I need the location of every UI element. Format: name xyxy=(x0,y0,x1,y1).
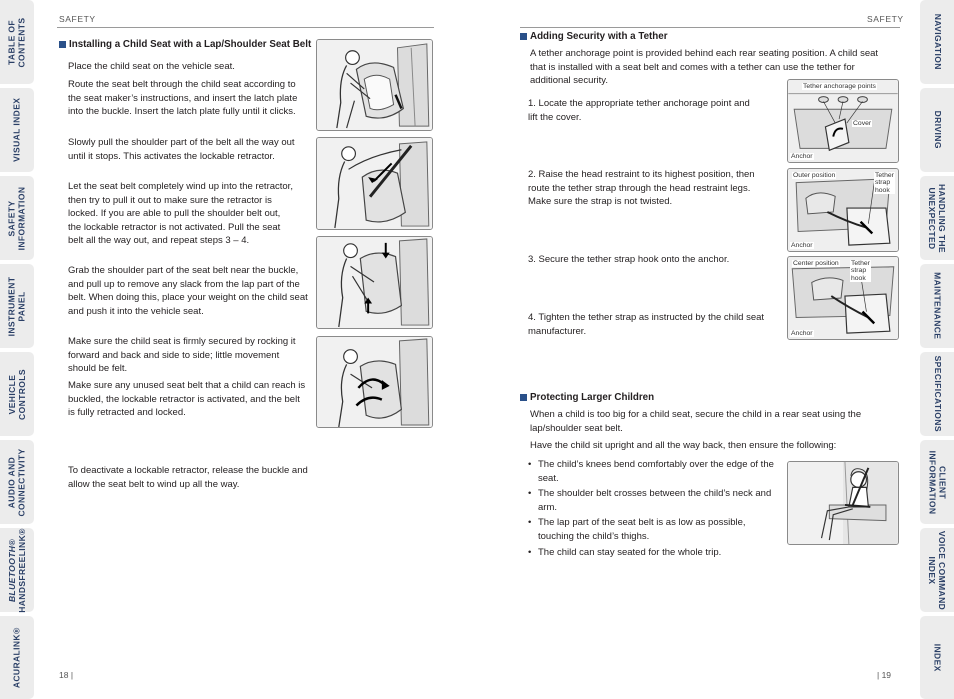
tab-handling-the-unexpected[interactable] xyxy=(920,176,954,260)
section-title-larger-children: Protecting Larger Children xyxy=(520,392,654,403)
larger-children-paragraph: When a child is too big for a child seat, secure the child in a rear seat using the lap/shoulder seat belt. xyxy=(530,409,862,434)
list-item: • The child’s knees bend comfortably over the edge of the seat. xyxy=(528,458,776,485)
tab-label: INDEX xyxy=(932,643,943,672)
tab-specifications[interactable] xyxy=(920,352,954,436)
section-marker xyxy=(520,33,527,40)
figure-pull-shoulder-belt xyxy=(316,137,433,230)
tab-acuralink[interactable] xyxy=(0,616,34,699)
tab-table-of-contents[interactable] xyxy=(0,0,34,84)
larger-children-paragraph: Have the child sit upright and all the way back, then ensure the following: xyxy=(530,440,837,451)
step-paragraph: Slowly pull the shoulder part of the belt all the way out until it stops. This activates the lockable retractor. xyxy=(68,137,295,162)
tab-maintenance[interactable] xyxy=(920,264,954,348)
running-head-right: SAFETY xyxy=(867,14,904,24)
tab-client-information[interactable] xyxy=(920,440,954,524)
tether-step: 2. Raise the head restraint to its highest position, then route the tether strap through the head restraint legs. Make sure the strap is not twisted. xyxy=(528,169,755,208)
section-title-installing: Installing a Child Seat with a Lap/Shoulder Seat Belt xyxy=(59,39,311,50)
tab-vehicle-controls[interactable] xyxy=(0,352,34,436)
checklist xyxy=(528,458,776,561)
tab-label: INSTRUMENT PANEL xyxy=(6,276,27,336)
header-rule-left xyxy=(57,27,434,28)
tab-navigation[interactable] xyxy=(920,0,954,84)
label-tether-strap-hook: Tether strap hook xyxy=(875,172,894,194)
label-cover: Cover xyxy=(853,120,872,127)
page-number-left: 18 | xyxy=(59,670,74,680)
tab-label: AUDIO AND CONNECTIVITY xyxy=(6,447,26,517)
tab-audio-and-connectivity[interactable] xyxy=(0,440,34,524)
step-paragraph: Make sure the child seat is firmly secured by rocking it forward and back and side to side; little movement should be felt. xyxy=(68,336,296,375)
deactivate-note: To deactivate a lockable retractor, release the buckle and allow the seat belt to wind up all the way. xyxy=(68,465,308,490)
tether-step: 3. Secure the tether strap hook onto the anchor. xyxy=(528,254,730,265)
step-paragraph: Route the seat belt through the child seat according to the seat maker’s instructions, and insert the latch plate into the buckle. Insert the latch plate fully until it clicks. xyxy=(68,79,298,118)
figure-center-position xyxy=(787,256,899,340)
tab-label: CLIENT INFORMATION xyxy=(928,450,948,514)
tether-step: 1. Locate the appropriate tether anchorage point and lift the cover. xyxy=(528,98,750,123)
tab-label: NAVIGATION xyxy=(932,13,943,71)
step-paragraph: Grab the shoulder part of the seat belt near the buckle, and pull up to remove any slack from the lap part of the belt. When doing this, place your weight on the child seat and push it into the vehicle seat. xyxy=(68,265,308,317)
tab-label: SAFETY INFORMATION xyxy=(6,186,27,250)
tab-label: TABLE OF CONTENTS xyxy=(6,17,27,67)
tab-visual-index[interactable] xyxy=(0,88,34,172)
list-item: • The lap part of the seat belt is as low as possible, touching the child’s thighs. xyxy=(528,516,776,543)
section-marker xyxy=(520,394,527,401)
label-center-position: Center position xyxy=(793,260,839,267)
step-paragraph: Make sure any unused seat belt that a child can reach is buckled, the lockable retractor is activated, and the belt is fully retracted and locked. xyxy=(68,380,306,419)
figure-rock-child-seat xyxy=(316,336,433,428)
tab-label: HANDLING THE UNEXPECTED xyxy=(928,183,948,253)
figure-larger-child-seated xyxy=(787,461,899,545)
tab-voice-command-index[interactable] xyxy=(920,528,954,612)
label-anchor: Anchor xyxy=(791,153,813,160)
running-head-left: SAFETY xyxy=(59,14,96,24)
tab-label: DRIVING xyxy=(932,110,943,150)
label-outer-position: Outer position xyxy=(793,172,836,179)
step-paragraph: Place the child seat on the vehicle seat. xyxy=(68,61,235,72)
figure-press-and-tighten xyxy=(316,236,433,329)
tab-bluetooth-handsfreelink[interactable] xyxy=(0,528,34,612)
label-tether-strap-hook: Tether strap hook xyxy=(851,260,870,282)
figure-place-child-seat xyxy=(316,39,433,131)
tab-label: VOICE COMMAND INDEX xyxy=(928,530,948,610)
tab-label: MAINTENANCE xyxy=(932,272,943,340)
tab-driving[interactable] xyxy=(920,88,954,172)
tab-label: VISUAL INDEX xyxy=(11,97,22,163)
figure-tether-anchorage-points xyxy=(787,79,899,163)
tab-index[interactable] xyxy=(920,616,954,699)
header-rule-right xyxy=(520,27,900,28)
tab-label: SPECIFICATIONS xyxy=(932,355,943,433)
tab-label: BLUETOOTH® HANDSFREELINK® xyxy=(6,527,26,613)
tab-instrument-panel[interactable] xyxy=(0,264,34,348)
label-anchor: Anchor xyxy=(791,242,813,249)
list-item: • The child can stay seated for the whole trip. xyxy=(528,546,776,560)
list-item: • The shoulder belt crosses between the child’s neck and arm. xyxy=(528,487,776,514)
tab-safety-information[interactable] xyxy=(0,176,34,260)
step-paragraph: Let the seat belt completely wind up into the retractor, then try to pull it out to make sure the retractor is locked. If you are able to pull the shoulder belt out, the lockable retractor is not activated. Pull the seat belt all the way out, and repeat steps 3 – 4. xyxy=(68,181,293,247)
section-marker xyxy=(59,41,66,48)
section-title-tether: Adding Security with a Tether xyxy=(520,31,668,42)
tether-intro: A tether anchorage point is provided behind each rear seating position. A child seat that is installed with a seat belt and comes with a tether can use the tether for additional security. xyxy=(530,48,879,87)
page-number-right: | 19 xyxy=(877,670,892,680)
tab-label: VEHICLE CONTROLS xyxy=(6,368,26,420)
figure-outer-position xyxy=(787,168,899,252)
tether-step: 4. Tighten the tether strap as instructed by the child seat manufacturer. xyxy=(528,312,765,337)
label-tether-anchorage-points: Tether anchorage points xyxy=(803,83,876,90)
label-anchor: Anchor xyxy=(791,330,813,337)
tab-label: ACURALINK® xyxy=(11,627,22,688)
